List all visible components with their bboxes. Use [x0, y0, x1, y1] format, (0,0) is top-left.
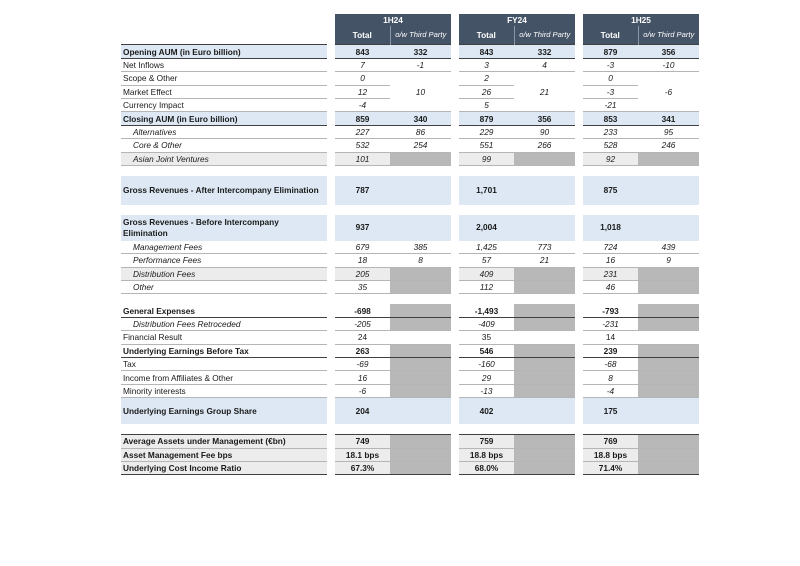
cell-value: 231 — [583, 267, 638, 280]
row-closing-aum — [121, 112, 699, 125]
cell-value: -698 — [335, 304, 390, 317]
row-asian-jv — [121, 152, 699, 165]
row-label: Underlying Earnings Group Share — [121, 398, 327, 425]
grey-cell — [638, 152, 699, 165]
cell-value: 14 — [583, 331, 638, 344]
cell-value: 409 — [459, 267, 514, 280]
row-label: Gross Revenues - After Intercompany Elimination — [121, 176, 327, 205]
cell-value: 773 — [514, 241, 575, 254]
cell-value: 227 — [335, 125, 390, 138]
row-currency-impact — [121, 98, 699, 111]
cell-value: 787 — [335, 176, 390, 205]
cell-value: -13 — [459, 384, 514, 397]
cell-value: 68.0% — [459, 461, 514, 474]
financial-table — [121, 14, 699, 475]
grey-cell — [390, 461, 451, 474]
cell-value: 175 — [583, 398, 638, 425]
cell-value: 439 — [638, 241, 699, 254]
cell-value: 0 — [583, 72, 638, 85]
cell-value: -1 — [390, 58, 451, 71]
empty-cell — [514, 176, 575, 205]
grey-cell — [514, 267, 575, 280]
cell-value: 16 — [335, 371, 390, 384]
cell-value: 356 — [514, 112, 575, 125]
grey-cell — [514, 461, 575, 474]
row-tax — [121, 358, 699, 371]
grey-cell — [514, 448, 575, 461]
row-dist-fees — [121, 267, 699, 280]
cell-value: 2 — [459, 72, 514, 85]
cell-value: 769 — [583, 435, 638, 448]
subheader-third-party: o/w Third Party — [514, 26, 575, 45]
cell-value: 18.1 bps — [335, 448, 390, 461]
cell-value: 4 — [514, 58, 575, 71]
cell-value: -3 — [583, 58, 638, 71]
cell-value: 332 — [514, 45, 575, 58]
grey-cell — [638, 304, 699, 317]
merged-cell — [514, 72, 575, 85]
cell-value: 3 — [459, 58, 514, 71]
period-header-1h25: 1H25 — [583, 14, 699, 26]
cell-value: 2,004 — [459, 215, 514, 241]
cell-value: 99 — [459, 152, 514, 165]
row-dist-retro — [121, 317, 699, 330]
cell-value: 205 — [335, 267, 390, 280]
row-opening-aum — [121, 45, 699, 58]
row-label: Market Effect — [121, 85, 327, 98]
cell-value: 749 — [335, 435, 390, 448]
cell-value: 1,018 — [583, 215, 638, 241]
empty-cell — [514, 215, 575, 241]
cell-value: 57 — [459, 254, 514, 267]
merged-cell — [390, 72, 451, 85]
empty-cell — [638, 331, 699, 344]
row-gross-before — [121, 215, 699, 241]
row-label: Core & Other — [121, 139, 327, 152]
cell-value: 86 — [390, 125, 451, 138]
row-label: Underlying Earnings Before Tax — [121, 344, 327, 357]
grey-cell — [390, 344, 451, 357]
row-label: Income from Affiliates & Other — [121, 371, 327, 384]
row-label: Financial Result — [121, 331, 327, 344]
row-label: Asset Management Fee bps — [121, 448, 327, 461]
subheader-total: Total — [583, 26, 638, 45]
grey-cell — [390, 371, 451, 384]
cell-value: 8 — [390, 254, 451, 267]
merged-cell — [638, 98, 699, 111]
row-general-expenses — [121, 304, 699, 317]
cell-value: 16 — [583, 254, 638, 267]
grey-cell — [638, 435, 699, 448]
subheader-total: Total — [335, 26, 390, 45]
cell-value: 843 — [459, 45, 514, 58]
cell-value: 879 — [583, 45, 638, 58]
row-core-other — [121, 139, 699, 152]
row-alternatives — [121, 125, 699, 138]
cell-value: 1,701 — [459, 176, 514, 205]
empty-cell — [390, 176, 451, 205]
cell-value: 18.8 bps — [583, 448, 638, 461]
cell-value: -3 — [583, 85, 638, 98]
row-label: Net Inflows — [121, 58, 327, 71]
grey-cell — [390, 152, 451, 165]
cell-value: 875 — [583, 176, 638, 205]
cell-value: 0 — [335, 72, 390, 85]
cell-value: 266 — [514, 139, 575, 152]
cell-value: -21 — [583, 98, 638, 111]
grey-cell — [390, 317, 451, 330]
row-label: Distribution Fees — [121, 267, 327, 280]
row-label: Performance Fees — [121, 254, 327, 267]
row-net-inflows — [121, 58, 699, 71]
cell-value: 229 — [459, 125, 514, 138]
cell-value: 112 — [459, 281, 514, 294]
row-financial-result — [121, 331, 699, 344]
grey-cell — [514, 344, 575, 357]
row-market-effect — [121, 85, 699, 98]
grey-cell — [514, 304, 575, 317]
row-label: Currency Impact — [121, 98, 327, 111]
grey-cell — [390, 304, 451, 317]
cell-value: 843 — [335, 45, 390, 58]
cell-value: 385 — [390, 241, 451, 254]
grey-cell — [514, 317, 575, 330]
grey-cell — [638, 448, 699, 461]
grey-cell — [514, 371, 575, 384]
cell-value: 1,425 — [459, 241, 514, 254]
merged-cell — [638, 72, 699, 85]
cell-value: 724 — [583, 241, 638, 254]
cell-value: 340 — [390, 112, 451, 125]
subheader-total: Total — [459, 26, 514, 45]
cell-value: 95 — [638, 125, 699, 138]
cell-value: 8 — [583, 371, 638, 384]
cell-value: 21 — [514, 254, 575, 267]
grey-cell — [514, 358, 575, 371]
empty-cell — [638, 215, 699, 241]
merged-cell — [514, 98, 575, 111]
cell-value: 18.8 bps — [459, 448, 514, 461]
cell-value: 233 — [583, 125, 638, 138]
cell-value: -68 — [583, 358, 638, 371]
row-ue-group — [121, 398, 699, 425]
cell-value: 246 — [638, 139, 699, 152]
empty-cell — [390, 215, 451, 241]
cell-value: 853 — [583, 112, 638, 125]
cell-value: 92 — [583, 152, 638, 165]
cell-value: 402 — [459, 398, 514, 425]
grey-cell — [638, 267, 699, 280]
row-mgmt-fees — [121, 241, 699, 254]
cell-value: 26 — [459, 85, 514, 98]
grey-cell — [514, 152, 575, 165]
period-header-row — [121, 14, 699, 26]
row-fee-bps — [121, 448, 699, 461]
cell-value: 24 — [335, 331, 390, 344]
cell-value: 35 — [335, 281, 390, 294]
grey-cell — [390, 448, 451, 461]
cell-value: 341 — [638, 112, 699, 125]
cell-value: 356 — [638, 45, 699, 58]
row-other — [121, 281, 699, 294]
cell-value: 532 — [335, 139, 390, 152]
cell-value: 21 — [539, 86, 550, 97]
empty-cell — [514, 398, 575, 425]
cell-value: -409 — [459, 317, 514, 330]
row-label: Scope & Other — [121, 72, 327, 85]
empty-cell — [638, 398, 699, 425]
subheader-third-party: o/w Third Party — [390, 26, 451, 45]
row-cost-income — [121, 461, 699, 474]
cell-value: 937 — [335, 215, 390, 241]
row-minority — [121, 384, 699, 397]
cell-value: -6 — [664, 86, 673, 97]
merged-cell — [390, 98, 451, 111]
row-affiliates — [121, 371, 699, 384]
row-label: Management Fees — [121, 241, 327, 254]
cell-value: 29 — [459, 371, 514, 384]
cell-value: 90 — [514, 125, 575, 138]
grey-cell — [638, 384, 699, 397]
row-label: Alternatives — [121, 125, 327, 138]
cell-value: -205 — [335, 317, 390, 330]
cell-value: 263 — [335, 344, 390, 357]
empty-cell — [514, 331, 575, 344]
cell-value: 9 — [638, 254, 699, 267]
grey-cell — [638, 461, 699, 474]
cell-value: 46 — [583, 281, 638, 294]
row-label: Tax — [121, 358, 327, 371]
cell-value: 101 — [335, 152, 390, 165]
empty-cell — [390, 398, 451, 425]
row-uebt — [121, 344, 699, 357]
grey-cell — [638, 317, 699, 330]
cell-value: -793 — [583, 304, 638, 317]
grey-cell — [638, 371, 699, 384]
row-label: Gross Revenues - Before Intercompany Elimination — [121, 215, 327, 241]
cell-value: 12 — [335, 85, 390, 98]
row-label: Asian Joint Ventures — [121, 152, 327, 165]
row-avg-aum — [121, 435, 699, 448]
cell-value: -4 — [583, 384, 638, 397]
cell-value: 5 — [459, 98, 514, 111]
grey-cell — [390, 281, 451, 294]
grey-cell — [638, 344, 699, 357]
grey-cell — [390, 358, 451, 371]
empty-cell — [390, 331, 451, 344]
cell-value: 546 — [459, 344, 514, 357]
subheader-third-party: o/w Third Party — [638, 26, 699, 45]
row-label: Opening AUM (in Euro billion) — [121, 45, 327, 58]
subheader-row — [121, 26, 699, 45]
cell-value: 71.4% — [583, 461, 638, 474]
cell-value: -6 — [335, 384, 390, 397]
period-header-1h24: 1H24 — [335, 14, 451, 26]
grey-cell — [390, 384, 451, 397]
cell-value: 18 — [335, 254, 390, 267]
row-label: Minority interests — [121, 384, 327, 397]
cell-value: 204 — [335, 398, 390, 425]
row-label: Other — [121, 281, 327, 294]
cell-value: -160 — [459, 358, 514, 371]
cell-value: 332 — [390, 45, 451, 58]
cell-value: -231 — [583, 317, 638, 330]
grey-cell — [514, 281, 575, 294]
cell-value: -4 — [335, 98, 390, 111]
cell-value: 254 — [390, 139, 451, 152]
grey-cell — [638, 358, 699, 371]
row-scope-other — [121, 72, 699, 85]
cell-value: 239 — [583, 344, 638, 357]
grey-cell — [390, 435, 451, 448]
row-label: Underlying Cost Income Ratio — [121, 461, 327, 474]
cell-value: 35 — [459, 331, 514, 344]
empty-cell — [638, 176, 699, 205]
cell-value: 759 — [459, 435, 514, 448]
cell-value: -10 — [638, 58, 699, 71]
cell-value: 551 — [459, 139, 514, 152]
cell-value: 528 — [583, 139, 638, 152]
row-perf-fees — [121, 254, 699, 267]
cell-value: 679 — [335, 241, 390, 254]
cell-value: 879 — [459, 112, 514, 125]
period-header-fy24: FY24 — [459, 14, 575, 26]
grey-cell — [390, 267, 451, 280]
cell-value: -1,493 — [459, 304, 514, 317]
cell-value: -69 — [335, 358, 390, 371]
row-label: Distribution Fees Retroceded — [121, 317, 327, 330]
row-label: Average Assets under Management (€bn) — [121, 435, 327, 448]
row-gross-after — [121, 176, 699, 205]
row-label: Closing AUM (in Euro billion) — [121, 112, 327, 125]
cell-value: 67.3% — [335, 461, 390, 474]
grey-cell — [638, 281, 699, 294]
grey-cell — [514, 384, 575, 397]
cell-value: 859 — [335, 112, 390, 125]
grey-cell — [514, 435, 575, 448]
cell-value: 10 — [415, 86, 426, 97]
row-label: General Expenses — [121, 304, 327, 317]
cell-value: 7 — [335, 58, 390, 71]
